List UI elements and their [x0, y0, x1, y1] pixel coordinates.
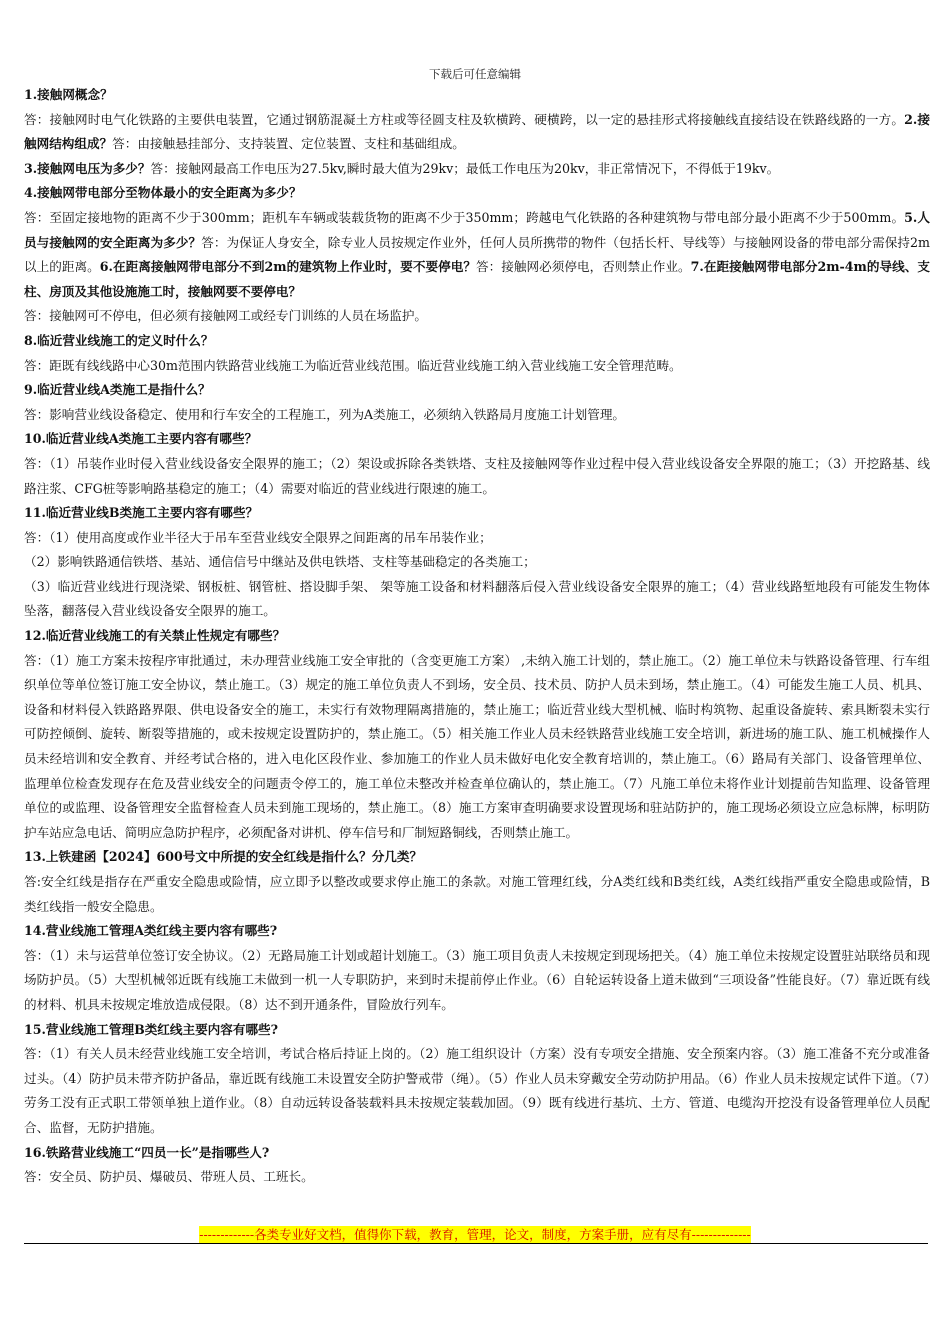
document-body: [24, 83, 930, 1190]
question-text: 13.上铁建函【2024】600号文中所提的安全红线是指什么？分几类？: [24, 849, 423, 865]
paragraph: [24, 870, 930, 919]
paragraph: [24, 624, 930, 649]
paragraph: [24, 526, 930, 551]
paragraph: [24, 157, 930, 182]
paragraph: [24, 649, 930, 846]
paragraph: [24, 1018, 930, 1043]
answer-text: 答：接触网最高工作电压为27.5kv,瞬时最大值为29kv；最低工作电压为20kv，非正常情况下，不得低于19kv。: [150, 160, 780, 176]
answer-text: 答：（1）未与运营单位签订安全协议。（2）无路局施工计划或超计划施工。（3）施工项目负责人未按规定到现场把关。（4）施工单位未按规定设置驻站联络员和现场防护员。（5）大型机械邻近既有线施工未做到一机一人专职防护，来到时未提前停止作业。（6）自轮运转设备上道未做到“三项设备”性能良好。（7）靠近既有线的材料、机具未按规定堆放造成侵限。（8）达不到开通条件，冒险放行列车。: [24, 947, 930, 1012]
paragraph: [24, 1165, 930, 1190]
question-text: 10.临近营业线A类施工主要内容有哪些？: [24, 431, 258, 447]
answer-text: 答：安全员、防护员、爆破员、带班人员、工班长。: [24, 1169, 314, 1185]
question-text: 16.铁路营业线施工“四员一长”是指哪些人?: [24, 1144, 270, 1160]
footer-banner: [0, 1224, 950, 1243]
answer-text: 答：（1）有关人员未经营业线施工安全培训，考试合格后持证上岗的。（2）施工组织设计（方案）没有专项安全措施、安全预案内容。（3）施工准备不充分或准备过头。（4）防护员未带齐防护备品，靠近既有线施工未设置安全防护警戒带（绳）。（5）作业人员未穿戴安全劳动防护用品。（6）作业人员未按规定试件下道。（7）劳务工没有正式职工带领单独上道作业。（8）自动远转设备装载料具未按规定装载加固。（9）既有线进行基坑、土方、管道、电缆沟开挖没有设备管理单位人员配合、监督，无防护措施。: [24, 1046, 930, 1135]
paragraph: [24, 329, 930, 354]
page-header: 下载后可任意编辑: [429, 67, 521, 81]
question-text: 1.接触网概念？: [24, 87, 113, 102]
answer-text: 答：为保证人身安全，除专业人员按规定作业外，任何人员所携带的物件（包括长杆、导线等）与接触网设备的带电部分需保持2m以上的距离。: [24, 234, 930, 275]
paragraph: [24, 501, 930, 526]
paragraph: [24, 452, 930, 501]
paragraph: [24, 845, 930, 870]
footer-banner-text: -------------各类专业好文档，值得你下载，教育，管理，论文，制度，方案手册，应有尽有--------------: [199, 1227, 751, 1242]
answer-text: 答：至固定接地物的距离不少于300mm；距机车车辆或装载货物的距离不少于350mm；跨越电气化铁路的各种建筑物与带电部分最小距离不少于500mm。: [24, 209, 905, 225]
paragraph: [24, 181, 930, 206]
answer-text: 答:安全红线是指存在严重安全隐患或险情，应立即予以整改或要求停止施工的条款。对施工管理红线，分A类红线和B类红线，A类红线指严重安全隐患或险情，B类红线指一般安全隐患。: [24, 874, 930, 914]
answer-text: 答：影响营业线设备稳定、使用和行车安全的工程施工，列为A类施工，必须纳入铁路局月度施工计划管理。: [24, 406, 626, 422]
paragraph: [24, 427, 930, 452]
question-text: 14.营业线施工管理A类红线主要内容有哪些?: [24, 923, 278, 939]
answer-text: 答：距既有线线路中心30m范围内铁路营业线施工为临近营业线范围。临近营业线施工纳入营业线施工安全管理范畴。: [24, 357, 682, 373]
paragraph: [24, 1141, 930, 1166]
question-text: 12.临近营业线施工的有关禁止性规定有哪些？: [24, 628, 286, 644]
paragraph: [24, 354, 930, 379]
answer-text: 答：（1）施工方案未按程序审批通过，未办理营业线施工安全审批的（含变更施工方案） ,未纳入施工计划的，禁止施工。（2）施工单位未与铁路设备管理、行车组织单位等单位签订施工安全协议，禁止施工。（3）规定的施工单位负责人不到场，安全员、技术员、防护人员未到场，禁止施工。（4）可能发生施工人员、机具、设备和材料侵入铁路路界限、供电设备安全的施工，未实行有效物理隔离措施的，禁止施工；临近营业线大型机械、临时构筑物、起重设备旋转、索具断裂未实行可防控倾倒、旋转、断裂等措施的，或未按规定设置防护的，禁止施工。（5）相关施工作业人员未经铁路营业线施工安全培训，新进场的施工队、施工机械操作人员未经培训和安全教育、并经考试合格的，进入电化区段作业、参加施工的作业人员未做好电化安全教育培训的，禁止施工。（6）路局有关部门、设备管理单位、监理单位检查发现存在危及营业线安全的问题责令停工的，施工单位未整改并检查单位确认的，禁止施工。（7）凡施工单位未将作业计划提前告知监理、设备管理单位的或监理、设备管理安全监督检查人员未到施工现场的，禁止施工。（8）施工方案审查明确要求设置现场和驻站防护的，施工现场必须设立应急标牌，标明防护车站应急电话、简明应急防护程序，必须配备对讲机、停车信号和厂制短路铜线，否则禁止施工。: [24, 652, 930, 840]
question-text: 11.临近营业线B类施工主要内容有哪些？: [24, 505, 259, 521]
paragraph: [24, 304, 930, 329]
question-text: 2.接触网结构组成？: [24, 111, 930, 152]
question-text: 3.接触网电压为多少？: [24, 160, 151, 176]
paragraph: [24, 403, 930, 428]
paragraph: [24, 575, 930, 624]
paragraph: [24, 550, 930, 575]
answer-text: 答：（1）使用高度或作业半径大于吊车至营业线安全限界之间距离的吊车吊装作业；: [24, 529, 492, 545]
answer-text: 答：（1）吊装作业时侵入营业线设备安全限界的施工；（2）架设或拆除各类铁塔、支柱及接触网等作业过程中侵入营业线设备安全界限的施工；（3）开挖路基、线路注浆、CFG桩等影响路基稳定的施工；（4）需要对临近的营业线进行限速的施工。: [24, 455, 930, 496]
question-text: 9.临近营业线A类施工是指什么？: [24, 382, 211, 398]
question-text: 6.在距离接触网带电部分不到2m的建筑物上作业时，要不要停电？: [99, 259, 476, 275]
question-text: 4.接触网带电部分至物体最小的安全距离为多少？: [24, 185, 302, 201]
answer-text: （2）影响铁路通信铁塔、基站、通信信号中继站及供电铁塔、支柱等基础稳定的各类施工；: [24, 554, 536, 570]
answer-text: 答：接触网时电气化铁路的主要供电装置，它通过钢筋混凝土方柱或等径圆支柱及软横跨、硬横跨，以一定的悬挂形式将接触线直接结设在铁路线路的一方。: [24, 111, 905, 127]
question-text: 5.人员与接触网的安全距离为多少？: [24, 209, 930, 250]
question-text: 7.在距接触网带电部分2m-4m的导线、支柱、房顶及其他设施施工时，接触网要不要停电？: [24, 259, 930, 299]
paragraph: [24, 108, 930, 157]
paragraph: [24, 378, 930, 403]
question-text: 8.临近营业线施工的定义时什么？: [24, 332, 214, 348]
answer-text: 答：接触网可不停电，但必须有接触网工或经专门训练的人员在场监护。: [24, 308, 427, 324]
paragraph: [24, 83, 930, 108]
paragraph: [24, 206, 930, 304]
answer-text: 答：由接触悬挂部分、支持装置、定位装置、支柱和基础组成。: [112, 136, 465, 152]
paragraph: [24, 1042, 930, 1140]
footer-divider: [24, 1243, 928, 1244]
paragraph: [24, 944, 930, 1018]
question-text: 15.营业线施工管理B类红线主要内容有哪些?: [24, 1021, 279, 1037]
answer-text: （3）临近营业线进行现浇梁、钢板桩、钢管桩、搭设脚手架、 架等施工设备和材料翻落后侵入营业线设备安全限界的施工；（4）营业线路堑地段有可能发生物体坠落，翻落侵入营业线设备安全限界的施工。: [24, 578, 930, 619]
paragraph: [24, 919, 930, 944]
answer-text: 答：接触网必须停电，否则禁止作业。: [475, 259, 691, 275]
